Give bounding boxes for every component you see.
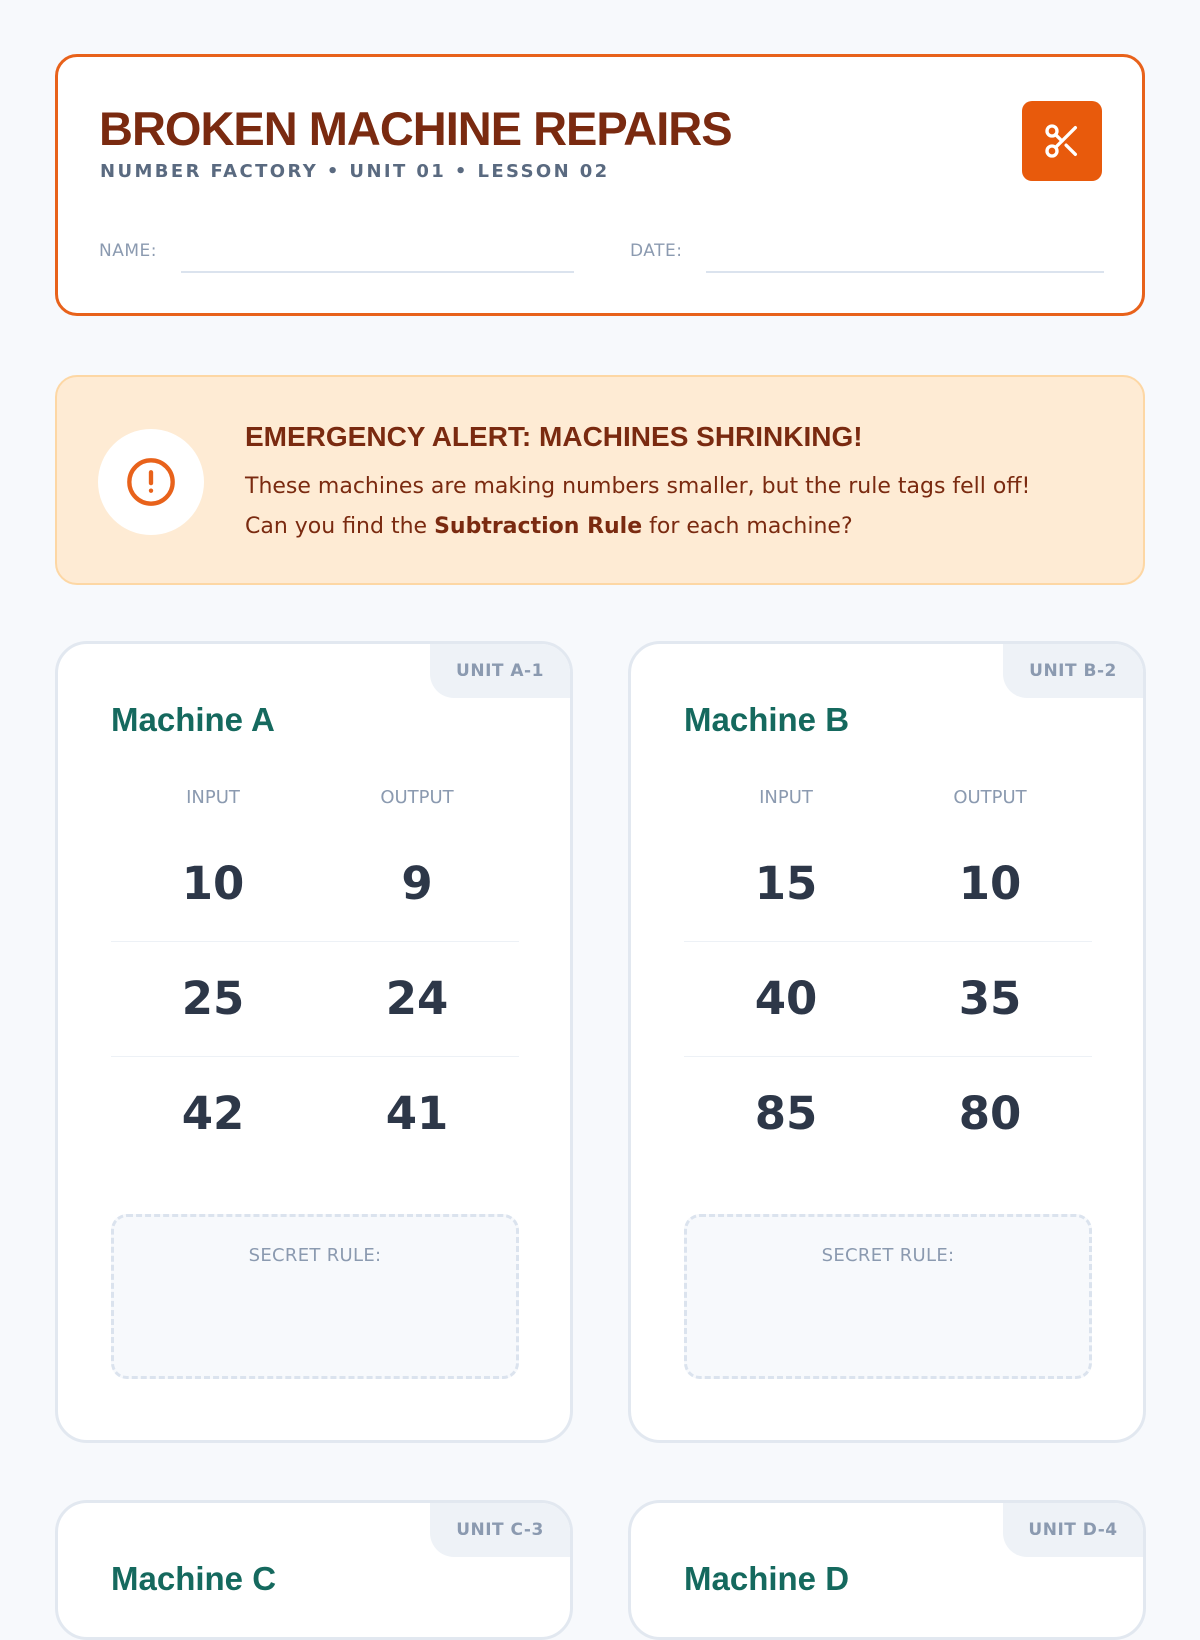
table-row: [684, 826, 1092, 942]
machine-name: Machine C: [111, 1560, 277, 1597]
secret-rule-box[interactable]: [684, 1214, 1092, 1379]
machine-card-a: [55, 641, 573, 1443]
table-row: [111, 1056, 519, 1171]
machine-card-b: [628, 641, 1146, 1443]
alert-line-2: [245, 507, 1115, 547]
name-field[interactable]: [181, 271, 574, 273]
alert-message: [245, 467, 1115, 547]
unit-tag: UNIT A-1: [430, 644, 570, 698]
table-row: [684, 941, 1092, 1057]
page-title: BROKEN MACHINE REPAIRS: [99, 102, 732, 155]
alert-circle-icon: [125, 456, 177, 508]
name-label: NAME:: [99, 241, 157, 261]
input-header: INPUT: [759, 787, 813, 808]
machine-card-d: [628, 1500, 1146, 1640]
alert-line-2-pre: Can you find the: [245, 514, 435, 539]
alert-line-2-post: for each machine?: [642, 514, 853, 539]
output-header: OUTPUT: [953, 787, 1027, 808]
output-value: 10: [958, 857, 1022, 910]
input-value: 42: [181, 1087, 245, 1140]
machine-card-c: [55, 1500, 573, 1640]
unit-tag: UNIT D-4: [1003, 1503, 1143, 1557]
output-value: 35: [958, 972, 1022, 1025]
input-value: 15: [754, 857, 818, 910]
output-value: 41: [385, 1087, 449, 1140]
output-value: 24: [385, 972, 449, 1025]
input-header: INPUT: [186, 787, 240, 808]
input-value: 10: [181, 857, 245, 910]
alert-icon-badge: [98, 429, 204, 535]
secret-rule-label: SECRET RULE:: [821, 1245, 955, 1266]
machine-name: Machine D: [684, 1560, 850, 1597]
output-value: 9: [401, 857, 433, 910]
alert-title: EMERGENCY ALERT: MACHINES SHRINKING!: [245, 421, 863, 452]
scissors-icon: [1042, 121, 1082, 161]
unit-tag: UNIT C-3: [430, 1503, 570, 1557]
page-subtitle: NUMBER FACTORY • UNIT 01 • LESSON 02: [100, 161, 610, 182]
scissors-button[interactable]: [1022, 101, 1102, 181]
table-row: [111, 826, 519, 942]
input-value: 85: [754, 1087, 818, 1140]
emergency-alert: [55, 375, 1145, 585]
table-row: [111, 941, 519, 1057]
output-value: 80: [958, 1087, 1022, 1140]
secret-rule-label: SECRET RULE:: [248, 1245, 382, 1266]
alert-line-2-bold: Subtraction Rule: [434, 514, 643, 539]
machine-name: Machine A: [111, 701, 275, 738]
unit-tag: UNIT B-2: [1003, 644, 1143, 698]
output-header: OUTPUT: [380, 787, 454, 808]
alert-line-1: These machines are making numbers smaller, but the rule tags fell off!: [245, 474, 1031, 499]
input-value: 40: [754, 972, 818, 1025]
worksheet-header: [55, 54, 1145, 316]
date-field[interactable]: [706, 271, 1104, 273]
table-row: [684, 1056, 1092, 1171]
secret-rule-box[interactable]: [111, 1214, 519, 1379]
input-value: 25: [181, 972, 245, 1025]
date-label: DATE:: [630, 241, 683, 261]
machine-name: Machine B: [684, 701, 850, 738]
